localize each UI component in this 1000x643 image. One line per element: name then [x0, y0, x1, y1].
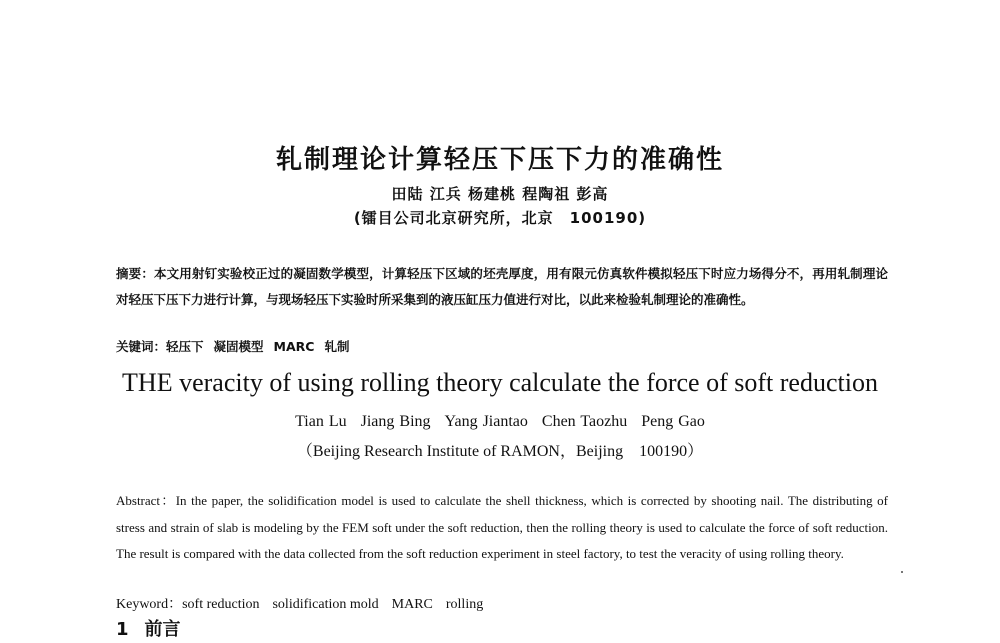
english-title: THE veracity of using rolling theory calculate the force of soft reduction — [122, 368, 878, 397]
chinese-abstract-text: 本文用射钉实验校正过的凝固数学模型，计算轻压下区域的坯壳厚度，用有限元仿真软件模拟轻压下时应力场得分不，再用轧制理论对轻压下压下力进行计算，与现场轻压下实验时所采集到的液压缸压力值进行对比，以此来检验轧制理论的准确性。 — [116, 266, 888, 307]
keyword: solidification mold — [272, 597, 379, 612]
keyword: rolling — [445, 597, 484, 612]
author: Jiang Bing — [360, 413, 431, 430]
chinese-abstract — [116, 261, 888, 313]
keyword: 轻压下 — [166, 339, 204, 354]
chinese-authors: 田陆 江兵 杨建桃 程陶祖 彭高 — [391, 185, 609, 203]
section-number: 1 — [116, 619, 129, 640]
keyword: MARC — [273, 339, 315, 354]
chinese-title: 轧制理论计算轻压下压下力的准确性 — [275, 145, 724, 175]
chinese-abstract-label: 摘要： — [116, 266, 154, 281]
keyword: soft reduction — [182, 597, 260, 612]
keyword: 轧制 — [324, 339, 350, 354]
author: Peng Gao — [641, 413, 705, 430]
english-affiliation: （Beijing Research Institute of RAMON，Beijing 100190） — [296, 443, 704, 460]
author: Tian Lu — [295, 413, 347, 430]
keyword: 凝固模型 — [213, 339, 264, 354]
english-authors — [0, 413, 1000, 431]
chinese-keywords — [116, 337, 349, 355]
keyword: MARC — [391, 597, 433, 612]
author: Chen Taozhu — [541, 413, 628, 430]
chinese-affiliation: (镭目公司北京研究所，北京 100190) — [353, 209, 647, 227]
english-abstract-label: Abstract： — [116, 493, 176, 508]
author: Yang Jiantao — [444, 413, 528, 430]
scan-speck — [901, 571, 903, 573]
english-abstract-text: In the paper, the solidification model is used to calculate the shell thickness, which is corrected by shooting nail. The distributing of stress and strain of slab is modeling by the FEM soft under the soft reduction, then the rolling theory is used to calculate the force of soft reduction. The result is compared with the data collected from the soft reduction experiment in steel factory, to test the veracity of using rolling theory. — [116, 493, 889, 561]
chinese-keywords-label: 关键词： — [116, 339, 167, 354]
english-keywords-label: Keyword： — [116, 597, 183, 612]
english-abstract — [116, 488, 888, 568]
english-keywords — [116, 593, 483, 613]
section-heading — [116, 615, 181, 641]
section-title: 前言 — [144, 619, 181, 640]
